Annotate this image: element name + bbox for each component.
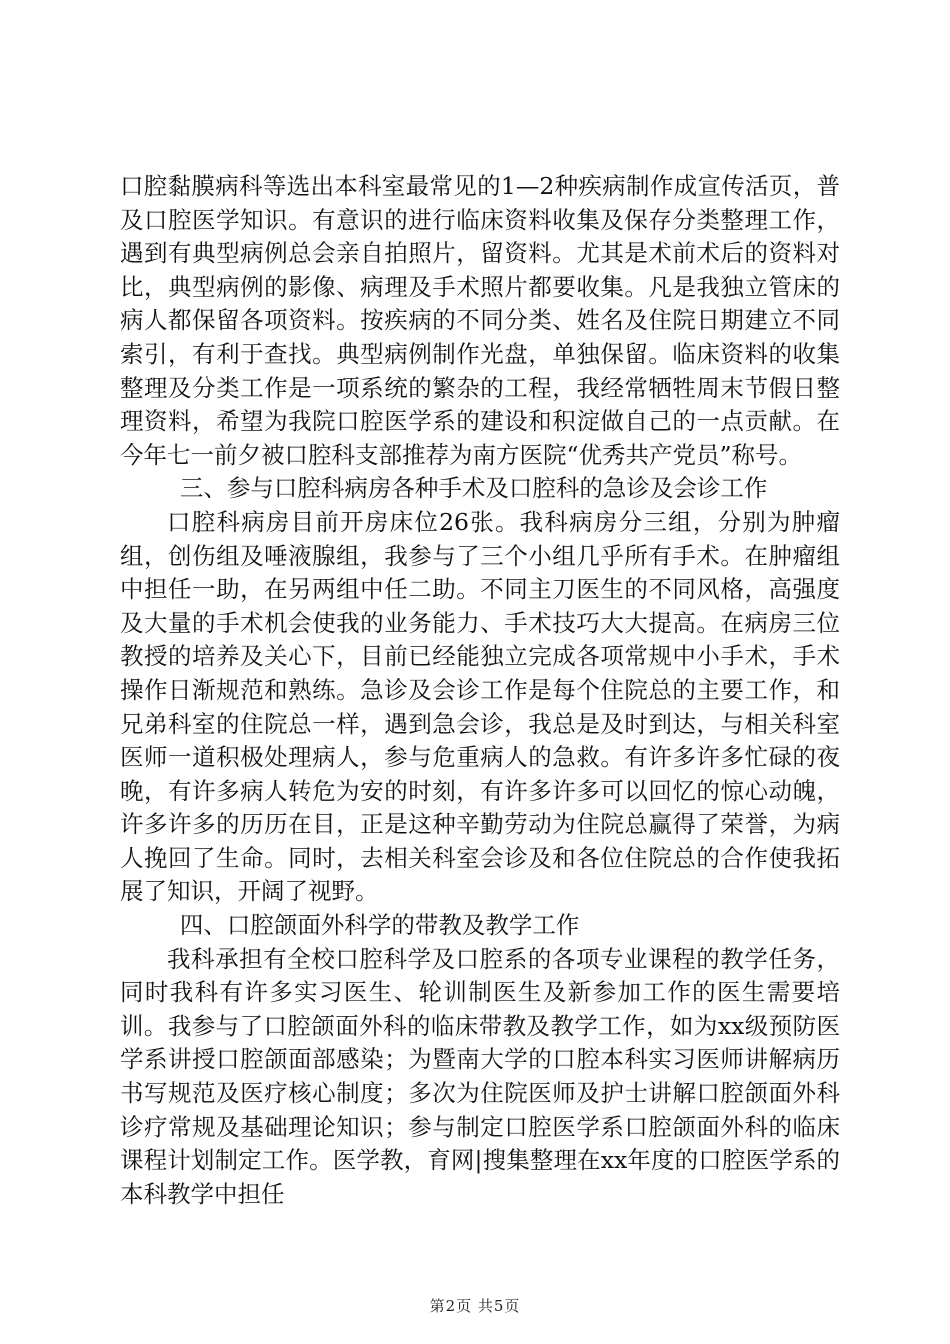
section-heading-surgery: 三、参与口腔科病房各种手术及口腔科的急诊及会诊工作 [179,474,768,503]
section-heading-teaching: 四、口腔颌面外科学的带教及教学工作 [179,911,580,940]
paragraph-ward-surgery: 口腔科病房目前开房床位26张。我科病房分三组，分别为肿瘤组，创伤组及唾液腺组，我参与了三个小组几乎所有手术。在肿瘤组中担任一助，在另两组中任二助。不同主刀医生的不同风格，高强度及大量的手术机会使我的业务能力、手术技巧大大提高。在病房三位教授的培养及关心下，目前已经能独立完成各项常规中小手术，手术操作日渐规范和熟练。急诊及会诊工作是每个住院总的主要工作，和兄弟科室的住院总一样，遇到急会诊，我总是及时到达，与相关科室医师一道积极处理病人，参与危重病人的急救。有许多许多忙碌的夜晚，有许多病人转危为安的时刻，有许多许多可以回忆的惊心动魄，许多许多的历历在目，正是这种辛勤劳动为住院总赢得了荣誉，为病人挽回了生命。同时，去相关科室会诊及和各位住院总的合作使我拓展了知识，开阔了视野。 [120,507,840,906]
paragraph-sample-collection: 口腔黏膜病科等选出本科室最常见的1—2种疾病制作成宣传活页，普及口腔医学知识。有意识的进行临床资料收集及保存分类整理工作，遇到有典型病例总会亲自拍照片，留资料。尤其是术前术后的资料对比，典型病例的影像、病理及手术照片都要收集。凡是我独立管床的病人都保留各项资料。按疾病的不同分类、姓名及住院日期建立不同索引，有利于查找。典型病例制作光盘，单独保留。临床资料的收集整理及分类工作是一项系统的繁杂的工程，我经常牺牲周末节假日整理资料，希望为我院口腔医学系的建设和积淀做自己的一点贡献。在今年七一前夕被口腔科支部推荐为南方医院“优秀共产党员”称号。 [120,172,840,469]
document-body [120,170,840,1211]
page-footer: 第2页 共5页 [429,1297,521,1315]
paragraph-teaching: 我科承担有全校口腔科学及口腔系的各项专业课程的教学任务，同时我科有许多实习医生、轮训制医生及新参加工作的医生需要培训。我参与了口腔颌面外科的临床带教及教学工作，如为xx级预防医学系讲授口腔颌面部感染；为暨南大学的口腔本科实习医师讲解病历书写规范及医疗核心制度；多次为住院医师及护士讲解口腔颌面外科诊疗常规及基础理论知识；参与制定口腔医学系口腔颌面外科的临床课程计划制定工作。医学教，育网|搜集整理在xx年度的口腔医学系的本科教学中担任 [120,944,840,1208]
